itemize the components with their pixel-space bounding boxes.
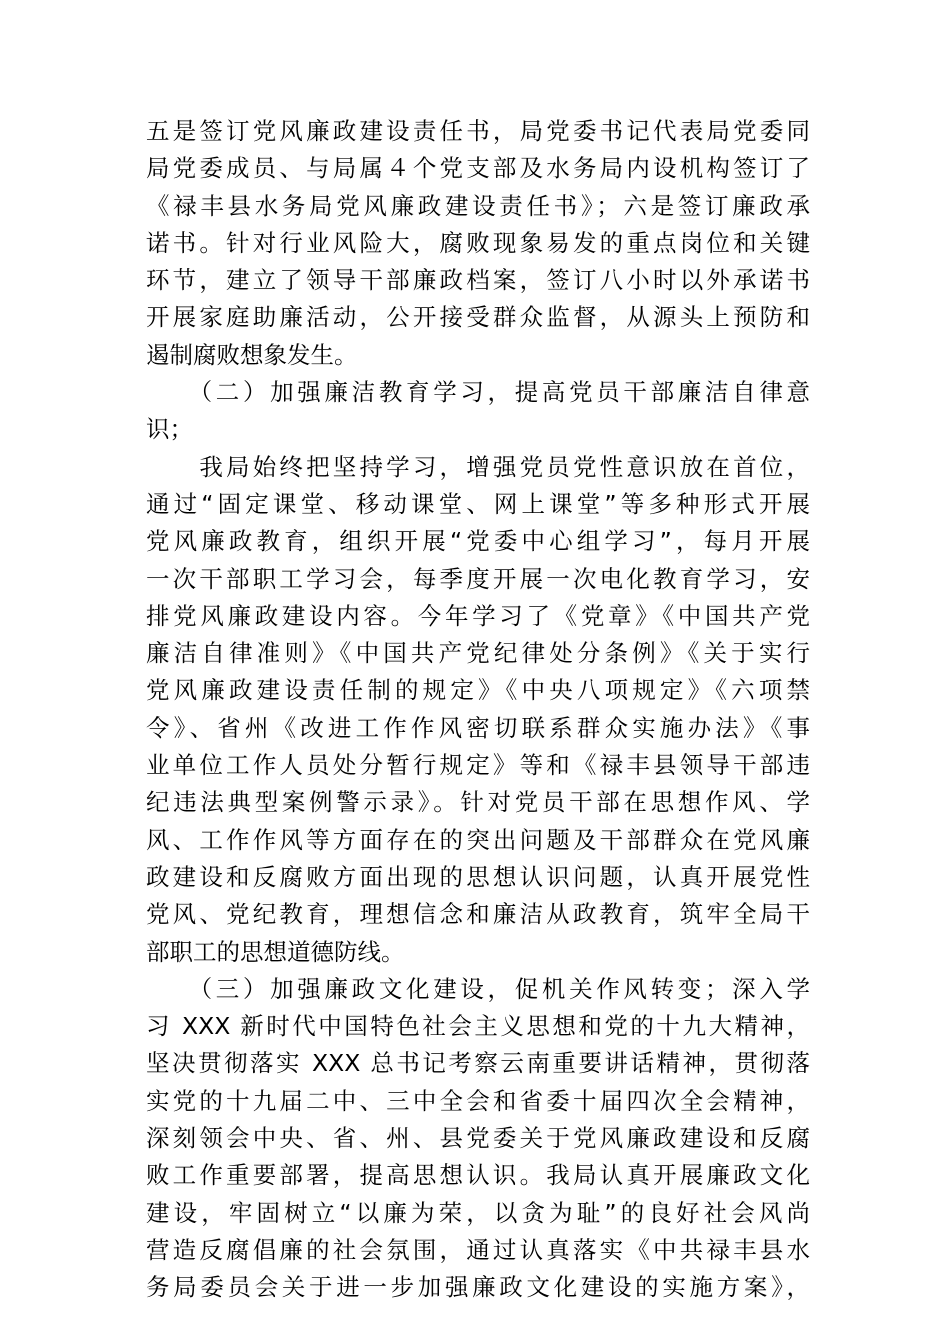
text-line: 五是签订党风廉政建设责任书，局党委书记代表局党委同 [146,117,810,145]
text-line: 部职工的思想道德防线。 [146,937,405,966]
text-line: 党风廉政建设责任制的规定》《中央八项规定》《六项禁 [146,676,810,705]
text-line: 开展家庭助廉活动，公开接受群众监督，从源头上预防和 [146,303,810,332]
text-line: 廉洁自律准则》《中国共产党纪律处分条例》《关于实行 [146,639,810,668]
text-line: 实党的十九届二中、三中全会和省委十届四次全会精神， [146,1086,810,1115]
text-line: 一次干部职工学习会，每季度开展一次电化教育学习，安 [146,564,810,593]
text-line: 深刻领会中央、省、州、县党委关于党风廉政建设和反腐 [146,1124,810,1153]
text-line: 令》、省州《改进工作作风密切联系群众实施办法》《事 [146,713,810,742]
text-line: 务局委员会关于进一步加强廉政文化建设的实施方案》， [146,1273,810,1302]
text-line: 风、工作作风等方面存在的突出问题及干部群众在党风廉 [146,825,810,854]
section-heading-line: 识； [146,415,193,444]
text-line: 建设，牢固树立“以廉为荣，以贪为耻”的良好社会风尚 [146,1198,810,1227]
text-line: 坚决贯彻落实 XXX 总书记考察云南重要讲话精神，贯彻落 [146,1049,810,1078]
text-line: 党风廉政教育，组织开展“党委中心组学习”，每月开展 [146,527,810,556]
text-line: 营造反腐倡廉的社会氛围，通过认真落实《中共禄丰县水 [146,1235,810,1264]
section-heading-line: （三）加强廉政文化建设，促机关作风转变；深入学 [146,974,810,1003]
text-line: 习 XXX 新时代中国特色社会主义思想和党的十九大精神， [146,1012,810,1041]
text-line: 败工作重要部署，提高思想认识。我局认真开展廉政文化 [146,1161,810,1190]
text-line: 《禄丰县水务局党风廉政建设责任书》；六是签订廉政承 [146,191,810,220]
text-line: 业单位工作人员处分暂行规定》等和《禄丰县领导干部违 [146,751,810,780]
text-line: 我局始终把坚持学习，增强党员党性意识放在首位， [146,452,810,481]
section-heading-line: （二）加强廉洁教育学习，提高党员干部廉洁自律意 [146,378,810,407]
text-line: 遏制腐败想象发生。 [146,340,358,369]
text-line: 通过“固定课堂、移动课堂、网上课堂”等多种形式开展 [146,489,810,518]
text-line: 排党风廉政建设内容。今年学习了《党章》《中国共产党 [146,601,810,630]
text-line: 诺书。针对行业风险大，腐败现象易发的重点岗位和关键 [146,228,810,257]
body-text [146,113,810,1307]
text-line: 局党委成员、与局属４个党支部及水务局内设机构签订了 [146,154,810,183]
text-line: 党风、党纪教育，理想信念和廉洁从政教育，筑牢全局干 [146,900,810,929]
text-line: 政建设和反腐败方面出现的思想认识问题，认真开展党性 [146,862,810,891]
text-line: 环节，建立了领导干部廉政档案，签订八小时以外承诺书 [146,266,810,295]
text-line: 纪违法典型案例警示录》。针对党员干部在思想作风、学 [146,788,810,817]
